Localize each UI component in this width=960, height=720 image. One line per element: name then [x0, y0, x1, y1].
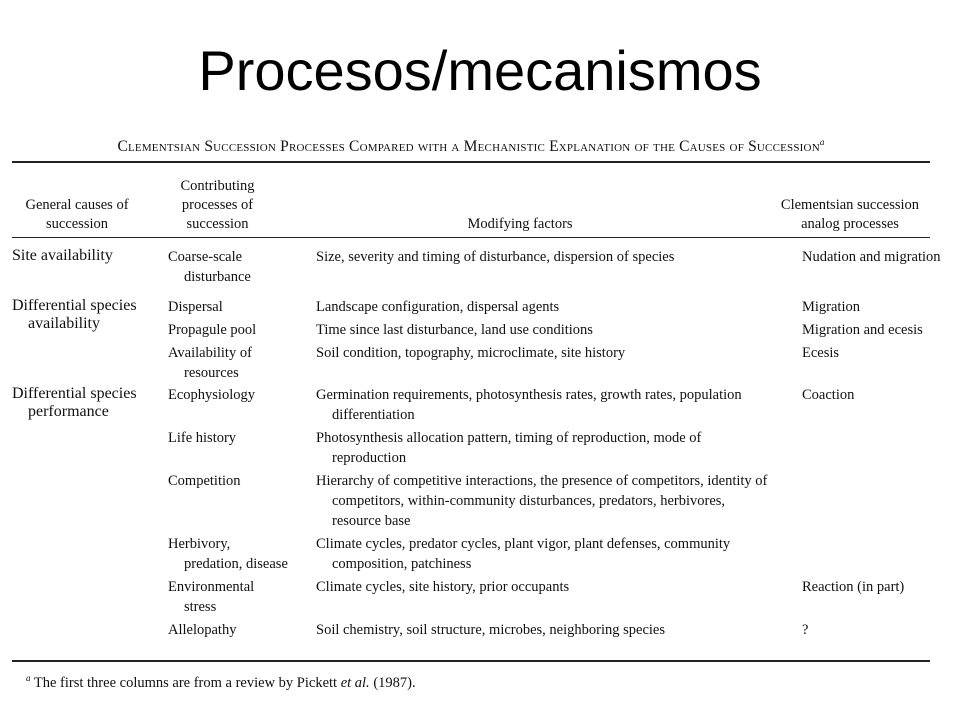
analog-cell [802, 471, 960, 531]
table-footnote [26, 673, 416, 692]
table-row [0, 247, 960, 287]
header-line: succession [45, 216, 108, 232]
caption-footnote-mark: a [819, 137, 825, 147]
process-cell: Ecophysiology [168, 387, 255, 403]
table-group [0, 385, 960, 640]
factors-cell: Climate cycles, site history, prior occupants [316, 579, 570, 595]
table-body [0, 247, 960, 640]
header-contributing-processes [160, 172, 275, 234]
table-caption [12, 137, 930, 156]
cause-cell: Differential species performance [12, 385, 137, 420]
process-cell: Availability of resources [168, 345, 252, 381]
analog-cell: ? [802, 622, 809, 638]
header-line: Clementsian succession [780, 197, 920, 213]
header-clementsian-analog [765, 172, 935, 234]
factors-cell: Time since last disturbance, land use conditions [316, 322, 593, 338]
table-group [0, 297, 960, 383]
table-row [0, 620, 960, 640]
process-cell: Competition [168, 473, 241, 489]
header-line: processes of [181, 197, 254, 213]
table-top-rule [12, 161, 930, 163]
process-cell: Propagule pool [168, 322, 257, 338]
factors-cell: Germination requirements, photosynthesis rates, growth rates, population differentiation [316, 387, 742, 423]
factors-cell: Climate cycles, predator cycles, plant vigor, plant defenses, community composition, patchiness [316, 536, 731, 572]
process-cell: Environmental stress [168, 579, 255, 615]
header-modifying-factors [290, 172, 750, 234]
header-line: Contributing [180, 178, 255, 194]
slide-title: Procesos/mecanismos [198, 39, 762, 102]
process-cell: Dispersal [168, 299, 223, 315]
process-cell: Life history [168, 430, 237, 446]
factors-cell: Soil condition, topography, microclimate, site history [316, 345, 626, 361]
cause-cell: Differential species availability [12, 297, 137, 332]
header-general-causes [12, 172, 142, 234]
factors-cell: Hierarchy of competitive interactions, the presence of competitors, identity of competitors, within-community disturbances, predators, herbivores, resource base [316, 473, 768, 529]
table-row [0, 577, 960, 617]
footnote-italic: et al. [340, 674, 370, 691]
header-line: succession [186, 216, 249, 232]
factors-cell: Landscape configuration, dispersal agents [316, 299, 560, 315]
analog-cell: Migration [802, 299, 860, 315]
table-group [0, 247, 960, 287]
analog-cell: Coaction [802, 387, 855, 403]
cause-cell: Site availability [12, 247, 113, 264]
table-row [0, 471, 960, 531]
header-line: Modifying factors [467, 216, 573, 232]
process-cell: Herbivory, predation, disease [168, 536, 288, 572]
footnote-mark: a [26, 673, 31, 683]
factors-cell: Size, severity and timing of disturbance, dispersion of species [316, 249, 675, 265]
process-cell: Coarse-scale disturbance [168, 249, 251, 285]
process-cell: Allelopathy [168, 622, 237, 638]
header-line: analog processes [801, 216, 899, 232]
header-line: General causes of [25, 197, 129, 213]
table-row [0, 385, 960, 425]
analog-cell: Reaction (in part) [802, 579, 905, 595]
analog-cell: Nudation and migration [802, 249, 941, 265]
factors-cell: Soil chemistry, soil structure, microbes, neighboring species [316, 622, 666, 638]
caption-text: Clementsian Succession Processes Compared with a Mechanistic Explanation of the Causes of Succession [117, 138, 820, 156]
table-row [0, 297, 960, 317]
table-row [0, 343, 960, 383]
analog-cell: Ecesis [802, 345, 840, 361]
footnote-text: The first three columns are from a review by Pickett [33, 674, 341, 691]
header-rule [12, 237, 930, 238]
table-row [0, 534, 960, 574]
analog-cell [802, 534, 960, 574]
footnote-text-end: (1987). [369, 674, 416, 691]
table-row [0, 320, 960, 340]
table-bottom-rule [12, 660, 930, 662]
analog-cell [802, 428, 960, 468]
analog-cell: Migration and ecesis [802, 322, 923, 338]
factors-cell: Photosynthesis allocation pattern, timing of reproduction, mode of reproduction [316, 430, 702, 466]
table-row [0, 428, 960, 468]
